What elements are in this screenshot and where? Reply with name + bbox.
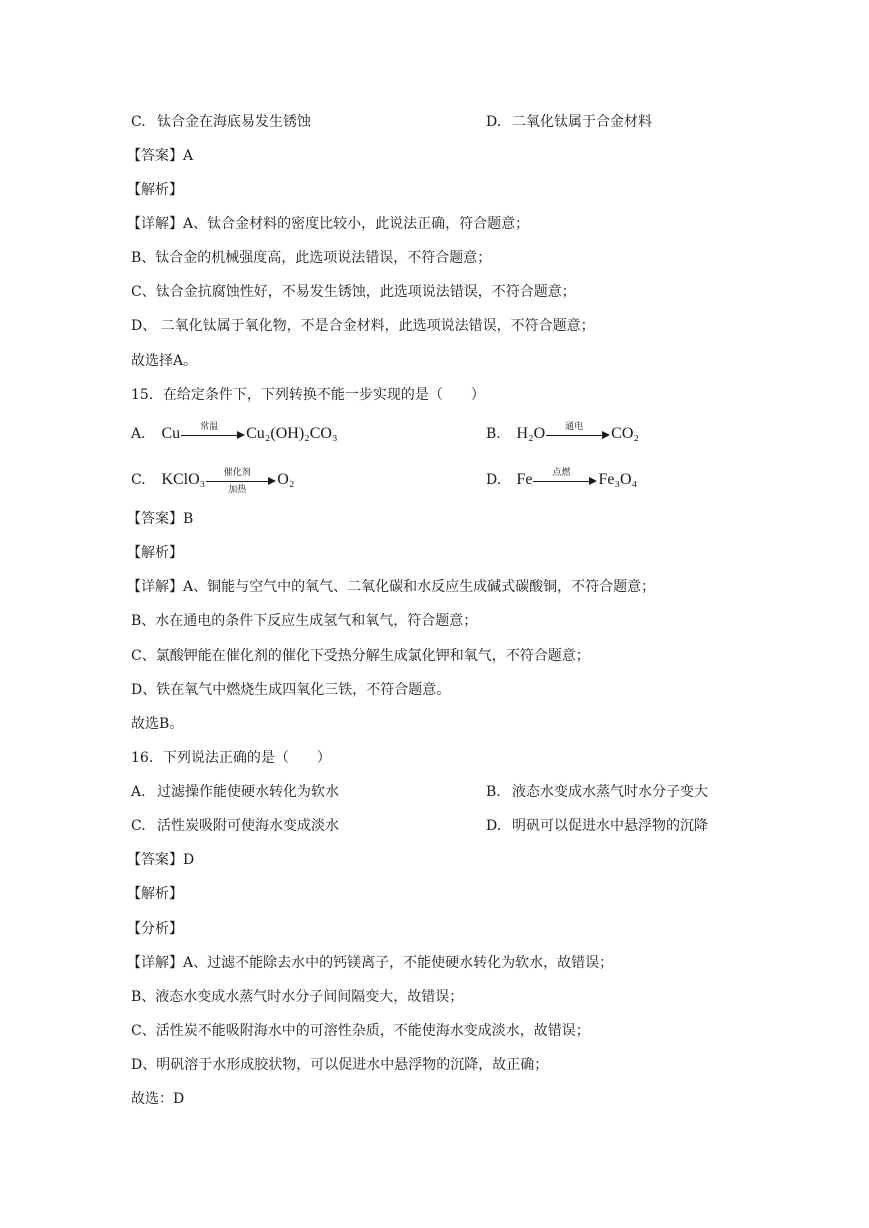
q16-option-c: C. 活性炭吸附可使海水变成淡水 (131, 818, 339, 834)
reaction-formula: H₂O 通电 CO₂ (516, 421, 639, 442)
q14-option-d: D. 二氧化钛属于合金材料 (486, 114, 652, 130)
q16-detail-line: 故选：D (131, 1091, 185, 1107)
q15-detail-line: 故选B。 (131, 716, 184, 732)
reaction-arrow-icon: 常温 (181, 424, 245, 444)
reaction-formula: KClO₃ 催化剂 加热 O₂ (161, 467, 295, 494)
q16-option-b: B. 液态水变成水蒸气时水分子变大 (486, 784, 708, 800)
q16-option-d: D. 明矾可以促进水中悬浮物的沉降 (486, 818, 708, 834)
reaction-formula: Fe 点燃 Fe₃O₄ (516, 467, 638, 488)
q16-analysis-heading: 【解析】 (127, 886, 183, 902)
q15-detail-line: D、铁在氧气中燃烧生成四氧化三铁，不符合题意。 (131, 682, 451, 698)
q15-detail-line: C、氯酸钾能在催化剂的催化下受热分解生成氯化钾和氧气，不符合题意； (131, 648, 590, 664)
q15-detail-line: B、水在通电的条件下反应生成氢气和氧气，符合题意； (131, 613, 478, 629)
reaction-arrow-icon: 点燃 (533, 470, 597, 490)
q16-detail-line: 【详解】A、过滤不能除去水中的钙镁离子，不能使硬水转化为软水，故错误； (127, 955, 614, 971)
q16-stem: 16．下列说法正确的是（ ） (131, 750, 331, 766)
q14-detail-line: D、 二氧化钛属于氧化物，不是合金材料，此选项说法错误，不符合题意； (131, 318, 595, 334)
q16-detail-line: C、活性炭不能吸附海水中的可溶性杂质，不能使海水变成淡水，故错误； (131, 1023, 590, 1039)
q14-detail-line: C、钛合金抗腐蚀性好，不易发生锈蚀，此选项说法错误，不符合题意； (131, 284, 576, 300)
q16-answer: 【答案】D (127, 852, 195, 868)
q16-detail-line: D、明矾溶于水形成胶状物，可以促进水中悬浮物的沉降，故正确； (131, 1057, 549, 1073)
q15-stem: 15．在给定条件下，下列转换不能一步实现的是（ ） (131, 387, 485, 403)
q14-detail-line: 故选择A。 (131, 353, 198, 369)
q16-option-a: A. 过滤操作能使硬水转化为软水 (131, 784, 339, 800)
reaction-formula: Cu 常温 Cu₂(OH)₂CO₃ (161, 421, 338, 442)
q15-option-b: B. H₂O 通电 CO₂ (486, 421, 639, 442)
q15-option-d: D. Fe 点燃 Fe₃O₄ (486, 467, 638, 488)
q14-option-c: C. 钛合金在海底易发生锈蚀 (131, 114, 311, 130)
q14-detail-line: B、钛合金的机械强度高，此选项说法错误，不符合题意； (131, 250, 492, 266)
q15-option-c: C. KClO₃ 催化剂 加热 O₂ (131, 467, 295, 494)
q15-detail-line: 【详解】A、铜能与空气中的氧气、二氧化碳和水反应生成碱式碳酸铜，不符合题意； (127, 579, 656, 595)
q16-analysis-subheading: 【分析】 (127, 921, 183, 937)
q14-answer: 【答案】A (127, 148, 194, 164)
q14-analysis-heading: 【解析】 (127, 182, 183, 198)
q15-analysis-heading: 【解析】 (127, 545, 183, 561)
q16-detail-line: B、液态水变成水蒸气时水分子间间隔变大，故错误； (131, 989, 464, 1005)
reaction-arrow-icon: 催化剂 加热 (206, 470, 276, 490)
q14-detail-line: 【详解】A、钛合金材料的密度比较小，此说法正确，符合题意； (127, 216, 530, 232)
reaction-arrow-icon: 通电 (546, 424, 610, 444)
q15-answer: 【答案】B (127, 511, 194, 527)
q15-option-a: A. Cu 常温 Cu₂(OH)₂CO₃ (131, 421, 338, 442)
